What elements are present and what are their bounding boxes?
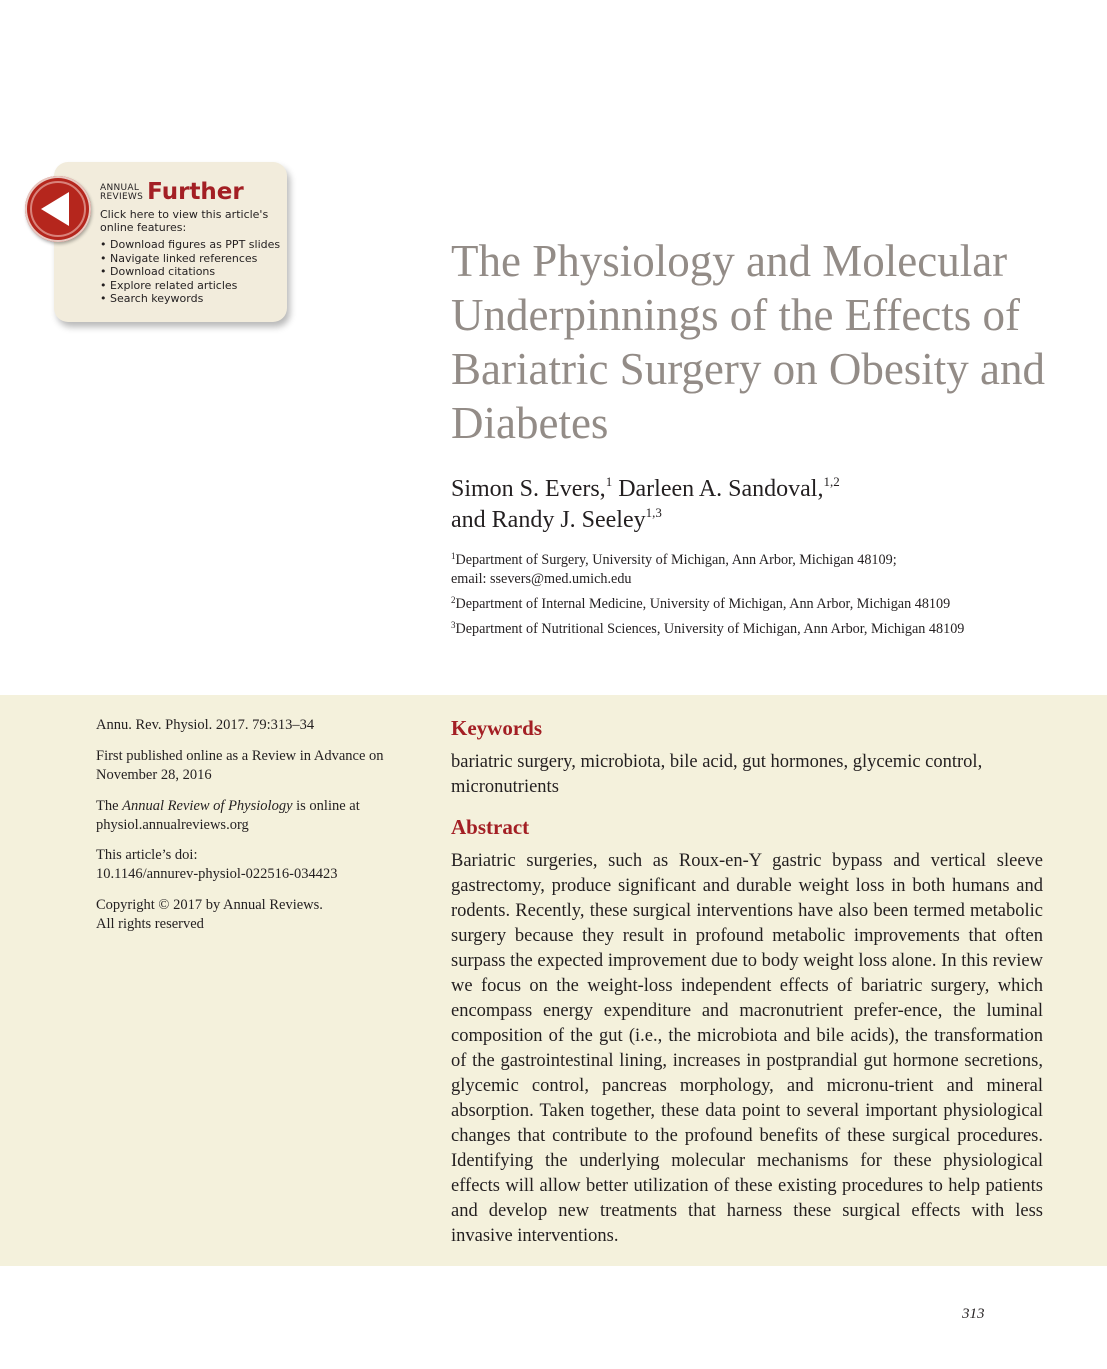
further-click-line: Click here to view this article's online features: [100,208,269,234]
affiliation-2: $^2$Department of Internal Medicine, University of Michigan, Ann Arbor, Michigan 48109 [451,595,951,612]
further-brand: ANNUAL REVIEWS Further [100,179,244,205]
feature-item[interactable]: • Explore related articles [100,279,285,293]
doi-link[interactable]: 10.1146/annurev-physiol-022516-034423 [96,866,338,882]
abstract-heading: Abstract [451,815,530,839]
article-title: The Physiology and Molecular Underpinnings of the Effects of Bariatric Surgery on Obesity and Diabetes [451,236,1046,448]
feature-item[interactable]: • Search keywords [100,292,285,306]
author: and Randy J. Seeley [451,507,646,533]
further-back-button[interactable] [25,176,91,242]
feature-item[interactable]: • Navigate linked references [100,252,285,266]
author: Simon S. Evers, [451,476,606,502]
publication-note: First published online as a Review in Advance on November 28, 2016 [96,748,384,783]
journal-name: Annual Review of Physiology [122,798,293,814]
author-list: Simon S. Evers,$^1$ Darleen A. Sandoval,$^{1,2}$ and Randy J. Seeley$^{1,3}$ [451,474,840,533]
click-here-link[interactable]: Click here [100,208,155,221]
feature-item[interactable]: • Download citations [100,265,285,279]
journal-url[interactable]: physiol.annualreviews.org [96,817,249,833]
author-email[interactable]: email: ssevers@med.umich.edu [451,571,632,587]
further-feature-list [100,238,285,306]
doi-note: This article’s doi: 10.1146/annurev-physiol-022516-034423 [96,846,426,884]
keywords-text: bariatric surgery, microbiota, bile acid, gut hormones, glycemic control, micronutrients [451,752,983,797]
page-number: 313 [962,1306,985,1322]
affiliation-1: $^1$Department of Surgery, University of Michigan, Ann Arbor, Michigan 48109; email: ssevers@med.umich.edu [451,551,897,587]
further-content [100,178,285,306]
affiliation-3: $^3$Department of Nutritional Sciences, University of Michigan, Ann Arbor, Michigan 48109 [451,620,965,637]
keywords-heading: Keywords [451,716,542,740]
abstract-text: Bariatric surgeries, such as Roux-en-Y gastric bypass and vertical sleeve gastrectomy, produce significant and durable weight loss in both humans and rodents. Recently, these surgical interventions have also been termed metabolic surgery because they result in profound metabolic improvements that often surpass the expected improvement due to body weight loss alone. In this review we focus on the weight-loss independent effects of bariatric surgery, which encompass energy expenditure and macronutrient prefer-ence, the luminal composition of the gut (i.e., the microbiota and bile acids), the transformation of the gastrointestinal lining, increases in postprandial gut hormone secretions, glycemic control, pancreas morphology, and micronu-trient and mineral absorption. Taken together, these data point to several important physiological changes that contribute to the profound benefits of these surgical procedures. Identifying the underlying molecular mechanisms for these physiological effects will allow better utilization of these existing procedures to help patients and develop new treatments that harness these surgical effects with less invasive interventions. [451,851,1043,1246]
further-title: Further [147,179,244,205]
triangle-left-icon [25,176,91,242]
feature-item[interactable]: • Download figures as PPT slides [100,238,285,252]
author: Darleen A. Sandoval, [618,476,824,502]
online-note: The Annual Review of Physiology is online at physiol.annualreviews.org [96,797,426,835]
copyright-note: Copyright © 2017 by Annual Reviews. All rights reserved [96,897,323,932]
citation: Annu. Rev. Physiol. 2017. 79:313–34 [96,717,315,733]
